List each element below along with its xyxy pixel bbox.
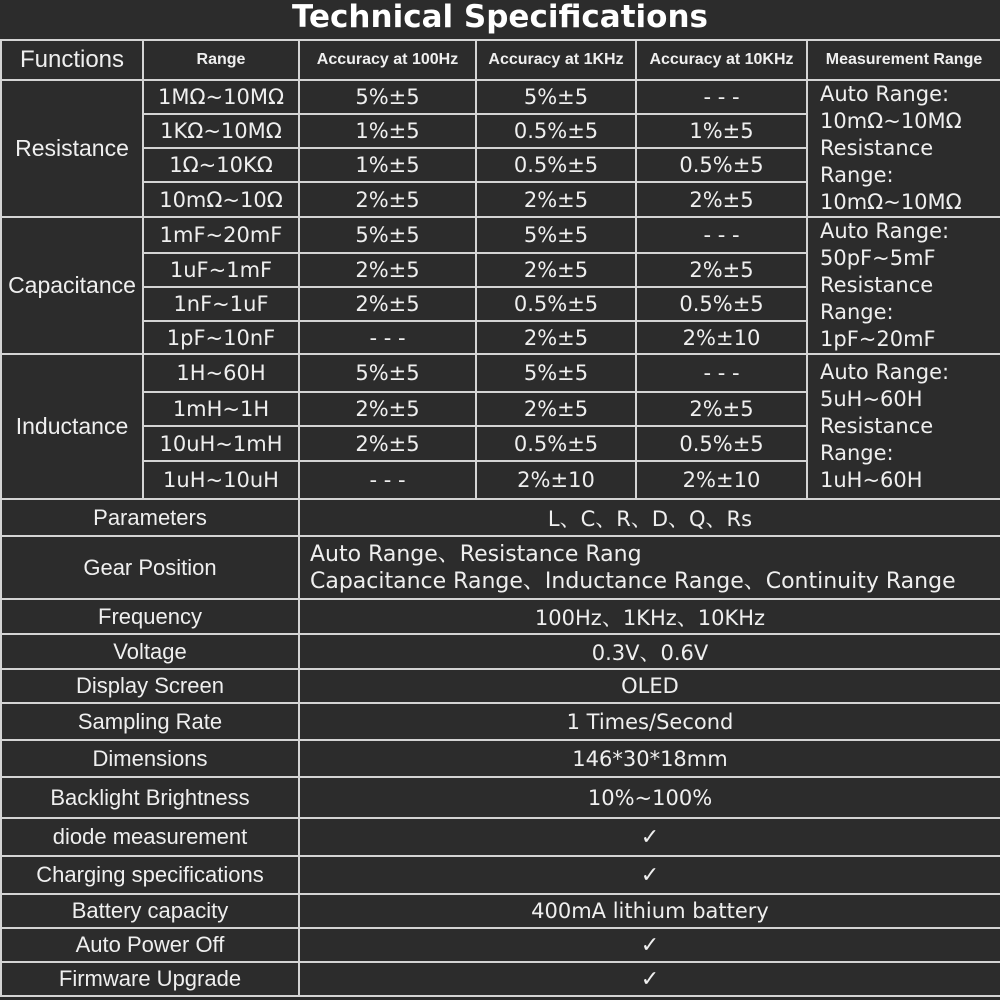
spec-row-charging <box>1 856 1000 894</box>
spec-label: Firmware Upgrade <box>1 962 299 996</box>
mr-line: 1pF~20mF <box>820 327 936 351</box>
acc-10khz-cell: 1%±5 <box>636 114 807 148</box>
spec-value: 100Hz、1KHz、10KHz <box>299 599 1000 634</box>
range-cell: 1uH~10uH <box>143 461 299 499</box>
acc-1khz-cell: 0.5%±5 <box>476 148 636 182</box>
acc-10khz-cell: 0.5%±5 <box>636 287 807 321</box>
acc-1khz-cell: 2%±5 <box>476 253 636 287</box>
spec-row-display <box>1 669 1000 703</box>
acc-10khz-cell: 2%±10 <box>636 461 807 499</box>
acc-100hz-cell: 2%±5 <box>299 182 476 217</box>
acc-10khz-cell: 2%±5 <box>636 392 807 426</box>
mr-line: Resistance <box>820 414 934 438</box>
acc-100hz-cell: 1%±5 <box>299 114 476 148</box>
acc-1khz-cell: 5%±5 <box>476 80 636 114</box>
mr-line: 50pF~5mF <box>820 246 936 270</box>
measurement-range-inductance <box>807 354 1000 499</box>
spec-row-diode <box>1 818 1000 856</box>
spec-row-parameters <box>1 499 1000 536</box>
range-cell: 1Ω~10KΩ <box>143 148 299 182</box>
function-inductance: Inductance <box>1 354 143 499</box>
acc-100hz-cell: 2%±5 <box>299 253 476 287</box>
spec-row-dimensions <box>1 740 1000 777</box>
header-acc-100hz: Accuracy at 100Hz <box>299 40 476 80</box>
acc-100hz-cell: 1%±5 <box>299 148 476 182</box>
spec-label: Gear Position <box>1 536 299 599</box>
spec-row-frequency <box>1 599 1000 634</box>
mr-line: Range: <box>820 163 894 187</box>
header-functions: Functions <box>1 40 143 80</box>
range-cell: 1KΩ~10MΩ <box>143 114 299 148</box>
header-range: Range <box>143 40 299 80</box>
acc-1khz-cell: 2%±5 <box>476 182 636 217</box>
header-row <box>1 40 1000 80</box>
spec-row-battery <box>1 894 1000 928</box>
acc-100hz-cell: - - - <box>299 321 476 354</box>
mr-line: Resistance <box>820 136 934 160</box>
acc-1khz-cell: 0.5%±5 <box>476 114 636 148</box>
mr-line: Auto Range: <box>820 360 950 384</box>
function-capacitance: Capacitance <box>1 217 143 354</box>
spec-label: diode measurement <box>1 818 299 856</box>
acc-1khz-cell: 5%±5 <box>476 217 636 253</box>
acc-100hz-cell: - - - <box>299 461 476 499</box>
acc-1khz-cell: 2%±10 <box>476 461 636 499</box>
check-icon: ✓ <box>299 962 1000 996</box>
spec-table <box>0 39 1000 997</box>
spec-value <box>299 536 1000 599</box>
mr-line: 1uH~60H <box>820 468 923 492</box>
page-title: Technical Specifications <box>292 0 708 35</box>
mr-line: Range: <box>820 441 894 465</box>
spec-value: OLED <box>299 669 1000 703</box>
table-row <box>1 217 1000 253</box>
spec-row-auto-off <box>1 928 1000 962</box>
check-icon: ✓ <box>299 818 1000 856</box>
spec-value: 400mA lithium battery <box>299 894 1000 928</box>
range-cell: 1nF~1uF <box>143 287 299 321</box>
spec-label: Display Screen <box>1 669 299 703</box>
spec-label: Backlight Brightness <box>1 777 299 818</box>
spec-label: Battery capacity <box>1 894 299 928</box>
gear-line: Capacitance Range、Inductance Range、Continuity Range <box>310 568 956 594</box>
range-cell: 1MΩ~10MΩ <box>143 80 299 114</box>
mr-line: 10mΩ~10MΩ <box>820 109 962 133</box>
spec-row-voltage <box>1 634 1000 669</box>
function-resistance: Resistance <box>1 80 143 217</box>
acc-1khz-cell: 2%±5 <box>476 392 636 426</box>
range-cell: 1pF~10nF <box>143 321 299 354</box>
mr-line: 5uH~60H <box>820 387 923 411</box>
mr-line: 10mΩ~10MΩ <box>820 190 962 214</box>
spec-row-firmware <box>1 962 1000 996</box>
acc-10khz-cell: 0.5%±5 <box>636 426 807 461</box>
mr-line: Resistance <box>820 273 934 297</box>
range-cell: 1mH~1H <box>143 392 299 426</box>
acc-10khz-cell: - - - <box>636 80 807 114</box>
acc-100hz-cell: 2%±5 <box>299 287 476 321</box>
gear-line: Auto Range、Resistance Rang <box>310 541 642 567</box>
spec-value: L、C、R、D、Q、Rs <box>299 499 1000 536</box>
acc-1khz-cell: 0.5%±5 <box>476 426 636 461</box>
spec-value: 0.3V、0.6V <box>299 634 1000 669</box>
acc-1khz-cell: 5%±5 <box>476 354 636 392</box>
measurement-range-capacitance <box>807 217 1000 354</box>
spec-label: Voltage <box>1 634 299 669</box>
acc-10khz-cell: - - - <box>636 217 807 253</box>
acc-100hz-cell: 5%±5 <box>299 217 476 253</box>
check-icon: ✓ <box>299 856 1000 894</box>
spec-label: Frequency <box>1 599 299 634</box>
range-cell: 10uH~1mH <box>143 426 299 461</box>
acc-10khz-cell: - - - <box>636 354 807 392</box>
table-row <box>1 354 1000 392</box>
acc-10khz-cell: 2%±5 <box>636 253 807 287</box>
spec-label: Auto Power Off <box>1 928 299 962</box>
acc-1khz-cell: 2%±5 <box>476 321 636 354</box>
spec-label: Parameters <box>1 499 299 536</box>
spec-row-sampling <box>1 703 1000 740</box>
acc-1khz-cell: 0.5%±5 <box>476 287 636 321</box>
mr-line: Auto Range: <box>820 82 950 106</box>
header-acc-1khz: Accuracy at 1KHz <box>476 40 636 80</box>
check-icon: ✓ <box>299 928 1000 962</box>
spec-value: 1 Times/Second <box>299 703 1000 740</box>
acc-100hz-cell: 5%±5 <box>299 80 476 114</box>
header-measurement-range: Measurement Range <box>807 40 1000 80</box>
spec-value: 10%~100% <box>299 777 1000 818</box>
acc-100hz-cell: 5%±5 <box>299 354 476 392</box>
acc-100hz-cell: 2%±5 <box>299 392 476 426</box>
header-acc-10khz: Accuracy at 10KHz <box>636 40 807 80</box>
spec-row-gear-position <box>1 536 1000 599</box>
spec-row-backlight <box>1 777 1000 818</box>
mr-line: Range: <box>820 300 894 324</box>
mr-line: Auto Range: <box>820 219 950 243</box>
spec-label: Charging specifications <box>1 856 299 894</box>
range-cell: 1uF~1mF <box>143 253 299 287</box>
spec-value: 146*30*18mm <box>299 740 1000 777</box>
acc-10khz-cell: 0.5%±5 <box>636 148 807 182</box>
acc-100hz-cell: 2%±5 <box>299 426 476 461</box>
acc-10khz-cell: 2%±5 <box>636 182 807 217</box>
spec-label: Sampling Rate <box>1 703 299 740</box>
range-cell: 10mΩ~10Ω <box>143 182 299 217</box>
acc-10khz-cell: 2%±10 <box>636 321 807 354</box>
range-cell: 1mF~20mF <box>143 217 299 253</box>
spec-label: Dimensions <box>1 740 299 777</box>
range-cell: 1H~60H <box>143 354 299 392</box>
measurement-range-resistance <box>807 80 1000 217</box>
table-row <box>1 80 1000 114</box>
